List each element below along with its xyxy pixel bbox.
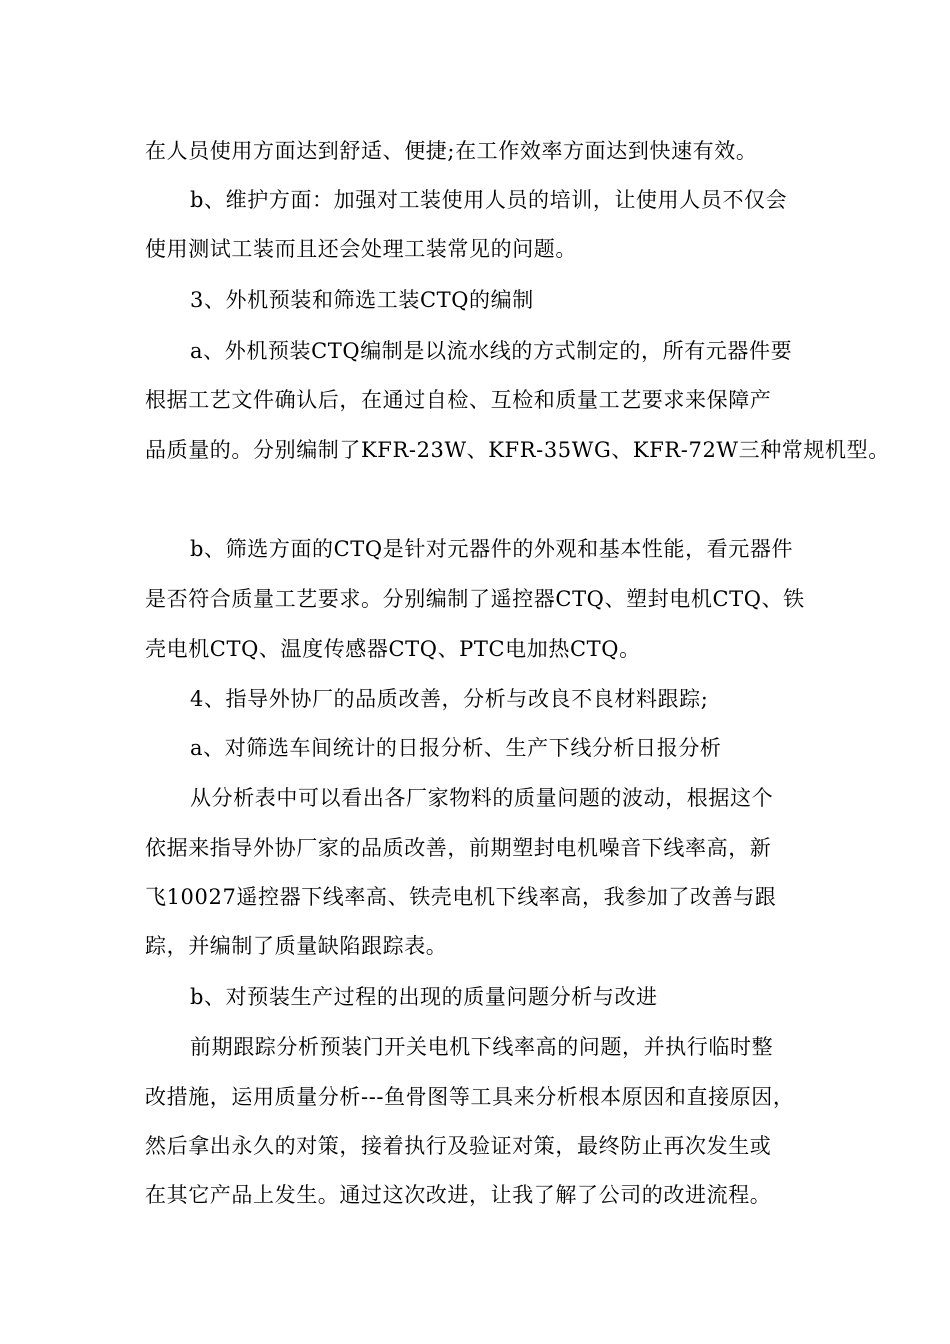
text-line: 踪，并编制了质量缺陷跟踪表。 xyxy=(145,934,448,958)
text-line: 是否符合质量工艺要求。分别编制了遥控器CTQ、塑封电机CTQ、铁 xyxy=(145,587,805,611)
text-line: b、筛选方面的CTQ是针对元器件的外观和基本性能，看元器件 xyxy=(190,537,794,561)
text-line: 依据来指导外协厂家的品质改善，前期塑封电机噪音下线率高，新 xyxy=(145,836,772,860)
text-line: 使用测试工装而且还会处理工装常见的问题。 xyxy=(145,237,577,261)
text-line: a、对筛选车间统计的日报分析、生产下线分析日报分析 xyxy=(190,736,722,760)
text-line: 前期跟踪分析预装门开关电机下线率高的问题，并执行临时整 xyxy=(190,1035,774,1059)
text-line: 飞10027遥控器下线率高、铁壳电机下线率高，我参加了改善与跟 xyxy=(145,885,777,909)
text-line: 在其它产品上发生。通过这次改进，让我了解了公司的改进流程。 xyxy=(145,1183,772,1207)
text-line: 品质量的。分别编制了KFR-23W、KFR-35WG、KFR-72W三种常规机型。 xyxy=(145,438,890,462)
text-line: 从分析表中可以看出各厂家物料的质量问题的波动，根据这个 xyxy=(190,786,774,810)
text-line: 在人员使用方面达到舒适、便捷;在工作效率方面达到快速有效。 xyxy=(145,139,758,163)
text-line: 根据工艺文件确认后，在通过自检、互检和质量工艺要求来保障产 xyxy=(145,388,772,412)
section-heading: 4、指导外协厂的品质改善，分析与改良不良材料跟踪; xyxy=(190,687,709,711)
text-line: 壳电机CTQ、温度传感器CTQ、PTC电加热CTQ。 xyxy=(145,637,641,661)
text-line: b、维护方面：加强对工装使用人员的培训，让使用人员不仅会 xyxy=(190,188,788,212)
text-line: 改措施，运用质量分析---鱼骨图等工具来分析根本原因和直接原因， xyxy=(145,1085,795,1109)
section-heading: 3、外机预装和筛选工装CTQ的编制 xyxy=(190,288,534,312)
text-line: b、对预装生产过程的出现的质量问题分析与改进 xyxy=(190,985,658,1009)
text-line: 然后拿出永久的对策，接着执行及验证对策，最终防止再次发生或 xyxy=(145,1134,772,1158)
text-line: a、外机预装CTQ编制是以流水线的方式制定的，所有元器件要 xyxy=(190,339,793,363)
